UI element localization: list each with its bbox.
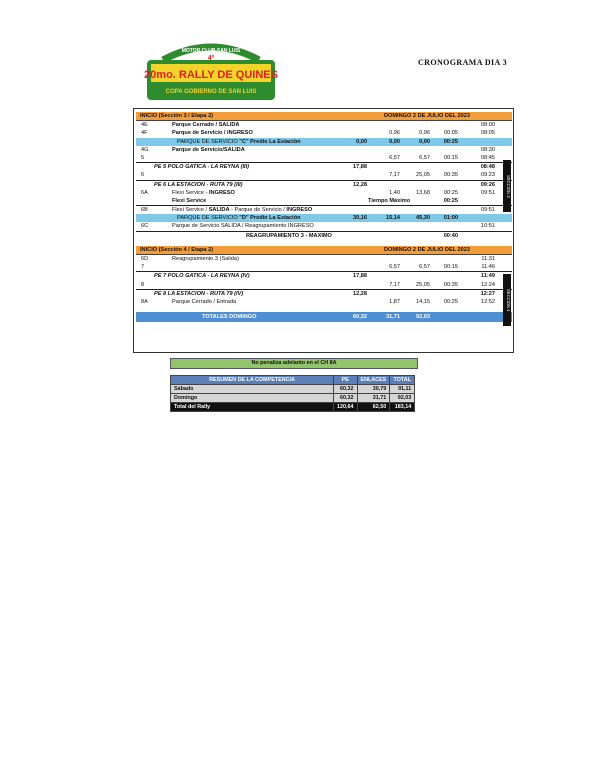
regroup-row <box>136 231 512 240</box>
section3-header <box>136 112 512 121</box>
logo-arc-text: MOTOR CLUB SAN LUIS <box>181 48 241 54</box>
section4-header <box>136 246 512 255</box>
summary-pe: 120,64 <box>334 403 358 412</box>
row-desc-b: INGRESO <box>209 189 235 196</box>
regroup-desc: REAGRUPAMIENTO 3 - MAXIMO <box>246 232 332 239</box>
row-pe: 17,88 <box>353 273 367 280</box>
row-desc: Reagrupamiento 3 (Salida) <box>172 256 239 262</box>
table-row <box>136 121 512 129</box>
row-pe: 12,28 <box>353 290 367 297</box>
row-time: 00:35 <box>444 172 458 179</box>
row-time: 00:25 <box>444 298 458 305</box>
row-hour: 11:31 <box>481 256 495 262</box>
summary-pe: 60,32 <box>334 394 358 403</box>
row-code: 4F <box>141 130 148 137</box>
summary-pe: 60,32 <box>334 385 358 394</box>
row-desc-c: - Parque de Servicio / <box>229 207 287 214</box>
row-desc <box>172 129 253 137</box>
row-code: 4E <box>141 122 148 129</box>
row-total: 14,15 <box>416 298 430 305</box>
row-desc-a: Parque de Servicio / <box>172 130 228 137</box>
row-total: 6,57 <box>419 264 430 271</box>
row-code: 6A <box>141 189 148 196</box>
row-enlace: 0,00 <box>389 138 400 145</box>
stage-desc: PE 8 LA ESTACION - RUTA 79 (IV) <box>154 290 244 297</box>
row-code: 4G <box>141 146 149 153</box>
park-desc-a: PARQUE DE SERVICIO <box>177 138 240 145</box>
row-code: 6B <box>141 207 148 214</box>
table-row <box>136 222 512 230</box>
logo-edition: 4º <box>207 55 215 62</box>
row-hour: 09:23 <box>481 172 495 179</box>
rally-logo <box>143 40 279 102</box>
logo-title: 20mo. RALLY DE QUINES <box>144 69 278 81</box>
stage-row <box>136 289 512 298</box>
penalty-note: No penaliza adelanto en el CH 8A <box>170 358 418 369</box>
row-time: 00:15 <box>444 154 458 161</box>
row-code: 6 <box>141 172 145 179</box>
totals-pe: 60,32 <box>353 314 367 321</box>
row-enlace: 7,17 <box>389 281 400 288</box>
row-desc-a: Flexi Service - <box>172 189 209 196</box>
row-hour: 08:00 <box>481 122 495 129</box>
section3-side-label: SECCIÓN 3 <box>503 160 511 212</box>
row-hour: 12:27 <box>480 290 495 297</box>
table-row <box>136 281 512 289</box>
row-desc: Parque de Servicio/SALIDA <box>172 146 245 153</box>
service-park-row <box>136 214 512 222</box>
summary-row <box>171 385 415 394</box>
row-hour: 08:05 <box>481 130 495 137</box>
row-hour: 12:52 <box>481 298 495 305</box>
park-desc-a: PARQUE DE SERVICIO <box>177 215 240 222</box>
row-time: 00:35 <box>444 281 458 288</box>
row-code: 6C <box>141 223 149 230</box>
row-desc: Parque de Servicio SALIDA / Reagrupamiento INGRESO <box>172 223 314 230</box>
row-pe: 30,16 <box>353 215 367 222</box>
row-hour: 08:45 <box>481 154 495 161</box>
table-row <box>136 154 512 162</box>
row-code: 5 <box>141 154 145 161</box>
row-enlace: 0,96 <box>389 130 400 137</box>
totals-enlace: 31,71 <box>386 314 400 321</box>
row-desc-a: Flexi Service / <box>172 207 209 214</box>
table-row <box>136 129 512 137</box>
stage-row <box>136 271 512 280</box>
row-desc-b: INGRESO <box>227 130 253 137</box>
row-hour: 11:49 <box>481 273 495 280</box>
service-park-row <box>136 138 512 146</box>
row-note: Tiempo Máximo <box>368 197 411 204</box>
row-time: 01:00 <box>443 215 458 222</box>
row-time: 00:15 <box>444 264 458 271</box>
row-enlace: 6,57 <box>389 154 400 161</box>
section3-header-right: DOMINGO 2 DE JULIO DEL 2023 <box>384 113 471 119</box>
summary-header-label: RESUMEN DE LA COMPETENCIA <box>171 376 334 385</box>
row-code: 6D <box>141 256 149 262</box>
summary-enlaces: 31,71 <box>357 394 390 403</box>
logo-subtitle: COPA GOBIERNO DE SAN LUIS <box>165 89 257 95</box>
summary-header-row <box>171 376 415 385</box>
page-title: CRONOGRAMA DIA 3 <box>418 58 508 67</box>
summary-total-row <box>171 403 415 412</box>
row-hour: 12:24 <box>481 281 495 288</box>
summary-total: 91,11 <box>390 385 415 394</box>
row-pe: 17,88 <box>353 164 367 171</box>
table-row <box>136 146 512 154</box>
row-total: 25,05 <box>416 172 430 179</box>
row-total: 0,96 <box>419 130 430 137</box>
row-desc <box>172 189 235 197</box>
row-hour: 11:46 <box>481 264 495 271</box>
row-hour: 08:30 <box>481 146 495 153</box>
schedule-sheet <box>136 112 512 322</box>
flexi-row <box>136 197 512 205</box>
summary-enlaces: 62,50 <box>357 403 390 412</box>
table-row <box>136 255 512 263</box>
summary-label: Domingo <box>171 394 334 403</box>
row-pe: 0,00 <box>356 138 367 145</box>
park-desc-b: "C" Predio La Estación <box>239 138 301 145</box>
row-hour: 08:48 <box>480 164 495 171</box>
section3-header-left: INICIO (Sección 3 / Etapa 2) <box>140 113 214 119</box>
row-desc: Flexi Service <box>172 197 207 204</box>
summary-header-pe: PE <box>334 376 358 385</box>
summary-label: Total del Rally <box>171 403 334 412</box>
row-hour: 09:51 <box>481 207 495 214</box>
row-desc-d: INGRESO <box>286 207 313 214</box>
row-time: 00:40 <box>443 232 458 239</box>
table-row <box>136 189 512 197</box>
row-total: 45,30 <box>416 215 430 222</box>
row-enlace: 7,17 <box>389 172 400 179</box>
row-time: 00:25 <box>444 189 458 196</box>
stage-row <box>136 162 512 171</box>
totals-total: 92,03 <box>416 314 430 321</box>
row-desc: Parque Cerrado / Entrada <box>172 298 237 305</box>
totals-label: TOTALES DOMINGO <box>202 314 257 321</box>
summary-total: 183,14 <box>390 403 415 412</box>
totals-row <box>136 312 512 322</box>
table-row <box>136 263 512 271</box>
park-desc-b: "D" Predio La Estación <box>239 215 301 222</box>
row-enlace: 1,87 <box>389 298 400 305</box>
row-enlace: 15,14 <box>386 215 400 222</box>
summary-enlaces: 30,79 <box>357 385 390 394</box>
row-hour: 10:51 <box>481 223 495 230</box>
row-pe: 12,28 <box>353 181 367 188</box>
row-enlace: 6,57 <box>389 264 400 271</box>
summary-total: 92,03 <box>390 394 415 403</box>
row-desc-a: Parque Cerrado / <box>172 122 219 129</box>
row-time: 00:25 <box>443 138 458 145</box>
row-desc-b: SALIDA <box>208 207 230 214</box>
row-hour: 09:26 <box>480 181 495 188</box>
summary-header-total: TOTAL <box>390 376 415 385</box>
row-total: 25,05 <box>416 281 430 288</box>
row-desc <box>172 121 239 129</box>
row-code: 7 <box>141 264 145 271</box>
summary-label: Sábado <box>171 385 334 394</box>
park-desc <box>177 214 301 222</box>
row-enlace: 1,40 <box>389 189 400 196</box>
row-code: 8A <box>141 298 148 305</box>
row-hour: 09:51 <box>481 189 495 196</box>
summary-row <box>171 394 415 403</box>
stage-desc: PE 6 LA ESTACION - RUTA 79 (III) <box>154 181 243 188</box>
section4-header-right: DOMINGO 2 DE JULIO DEL 2023 <box>384 246 471 253</box>
row-time: 00:25 <box>443 197 458 204</box>
row-total: 13,68 <box>416 189 430 196</box>
stage-row <box>136 180 512 189</box>
row-total: 0,00 <box>419 138 430 145</box>
row-time: 00:05 <box>444 130 458 137</box>
stage-desc: PE 7 POLO GATICA - LA REYNA (IV) <box>154 273 250 280</box>
section4-side-label: SECCIÓN 4 <box>503 274 511 326</box>
table-row <box>136 298 512 306</box>
table-row <box>136 171 512 179</box>
stage-desc: PE 5 POLO GATICA - LA REYNA (III) <box>154 164 249 171</box>
row-desc-b: SALIDA <box>218 122 240 129</box>
park-desc <box>177 138 301 146</box>
row-code: 8 <box>141 281 145 288</box>
summary-table <box>170 375 415 412</box>
table-row <box>136 205 512 214</box>
row-desc <box>172 206 312 214</box>
summary-header-enlaces: ENLACES <box>357 376 390 385</box>
row-total: 6,57 <box>419 154 430 161</box>
section4-header-left: INICIO (Sección 4 / Etapa 2) <box>140 246 214 253</box>
